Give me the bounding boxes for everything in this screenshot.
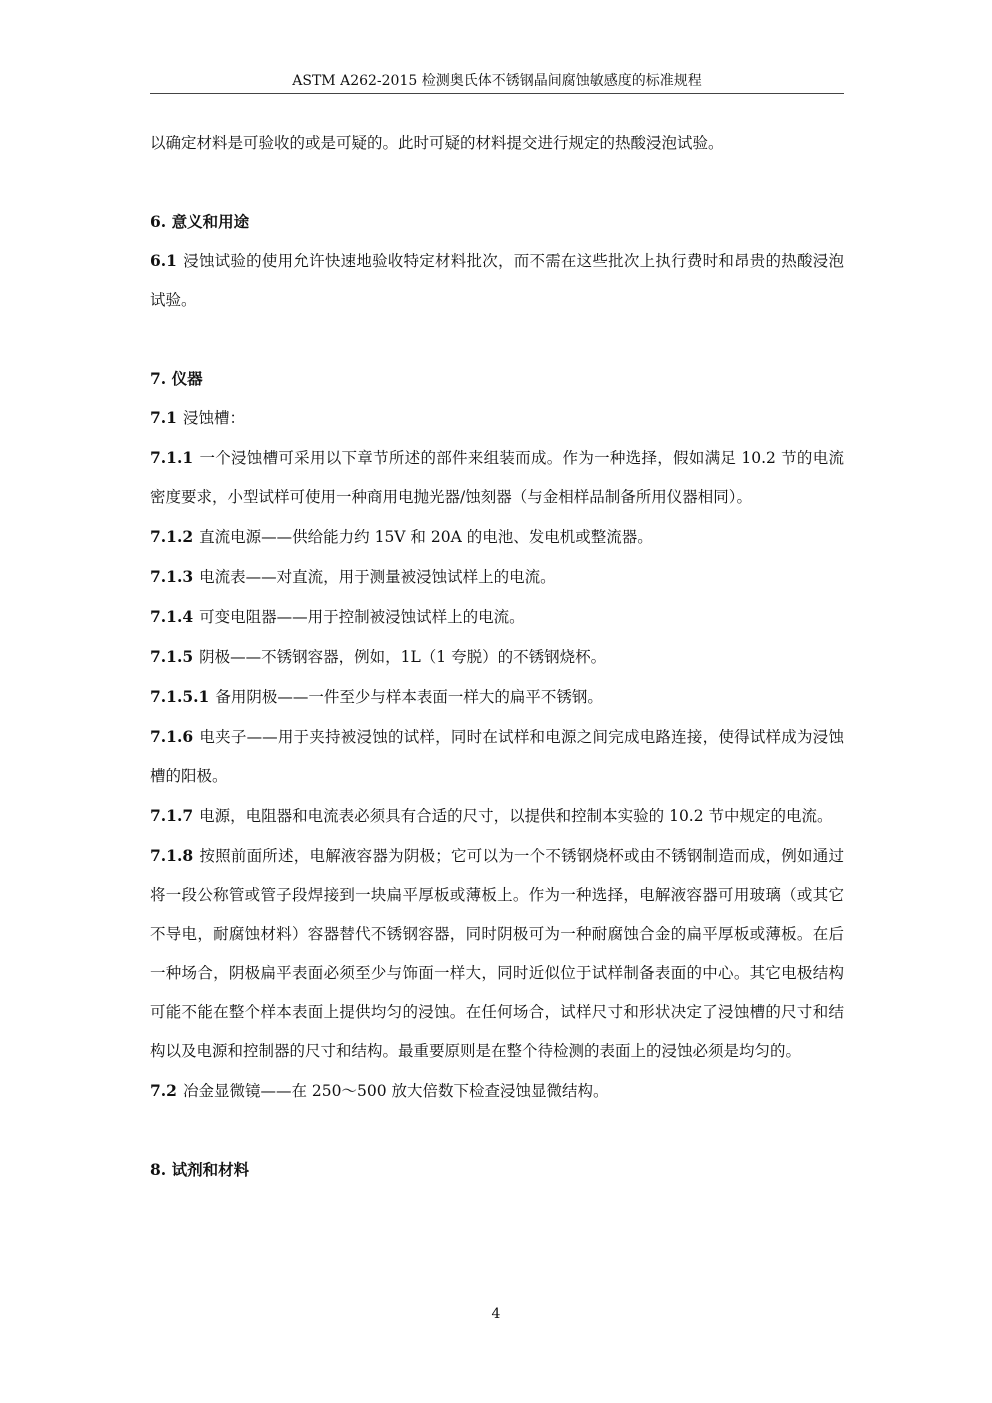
paragraph-text: 浸蚀槽： [182, 409, 245, 427]
header-divider [150, 93, 844, 94]
running-header: ASTM A262-2015 检测奥氏体不锈钢晶间腐蚀敏感度的标准规程 [292, 73, 702, 89]
paragraph-text: 备用阴极——一件至少与样本表面一样大的扁平不锈钢。 [215, 688, 603, 706]
section-heading-8: 8. 试剂和材料 [150, 1160, 250, 1179]
paragraph-7-1-7 [150, 796, 844, 836]
paragraph-7-1-2 [150, 517, 844, 557]
paragraph-7-1-8 [150, 836, 844, 1071]
paragraph-text: 电夹子——用于夹持被浸蚀的试样，同时在试样和电源之间完成电路连接，使得试样成为浸蚀槽的阳极。 [150, 728, 844, 785]
paragraph-text: 冶金显微镜——在 250～500 放大倍数下检查浸蚀显微结构。 [182, 1082, 609, 1100]
page-number: 4 [491, 1306, 501, 1322]
clause-number: 7.1.4 [150, 607, 194, 626]
clause-number: 7.1.1 [150, 448, 194, 467]
paragraph-7-1-5 [150, 637, 844, 677]
paragraph-7-1 [150, 398, 844, 438]
paragraph-text: 浸蚀试验的使用允许快速地验收特定材料批次，而不需在这些批次上执行费时和昂贵的热酸浸泡试验。 [150, 252, 844, 309]
paragraph-text: 电流表——对直流，用于测量被浸蚀试样上的电流。 [199, 568, 556, 586]
clause-number: 7.1.6 [150, 727, 194, 746]
paragraph-text: 按照前面所述，电解液容器为阴极；它可以为一个不锈钢烧杯或由不锈钢制造而成，例如通过将一段公称管或管子段焊接到一块扁平厚板或薄板上。作为一种选择，电解液容器可用玻璃（或其它不导电，耐腐蚀材料）容器替代不锈钢容器，同时阴极可为一种耐腐蚀合金的扁平厚板或薄板。在后一种场合，阴极扁平表面必须至少与饰面一样大，同时近似位于试样制备表面的中心。其它电极结构可能不能在整个样本表面上提供均匀的浸蚀。在任何场合，试样尺寸和形状决定了浸蚀槽的尺寸和结构以及电源和控制器的尺寸和结构。最重要原则是在整个待检测的表面上的浸蚀必须是均匀的。 [150, 847, 844, 1060]
paragraph-7-1-5-1 [150, 677, 844, 717]
section-heading-7: 7. 仪器 [150, 369, 203, 388]
paragraph-7-1-4 [150, 597, 844, 637]
clause-number: 6.1 [150, 251, 177, 270]
clause-number: 7.1.2 [150, 527, 194, 546]
clause-number: 7.2 [150, 1081, 177, 1100]
paragraph-text: 可变电阻器——用于控制被浸蚀试样上的电流。 [199, 608, 525, 626]
paragraph-7-2 [150, 1071, 844, 1111]
paragraph-6-1 [150, 241, 844, 320]
paragraph-text: 阴极——不锈钢容器，例如，1L（1 夸脱）的不锈钢烧杯。 [199, 648, 607, 666]
clause-number: 7.1.8 [150, 846, 194, 865]
document-body [150, 124, 844, 1189]
section-heading-6: 6. 意义和用途 [150, 212, 250, 231]
paragraph-text: 直流电源——供给能力约 15V 和 20A 的电池、发电机或整流器。 [199, 528, 653, 546]
paragraph-7-1-1 [150, 438, 844, 517]
paragraph-7-1-3 [150, 557, 844, 597]
paragraph-text: 电源，电阻器和电流表必须具有合适的尺寸，以提供和控制本实验的 10.2 节中规定的电流。 [199, 807, 833, 825]
clause-number: 7.1.5.1 [150, 687, 210, 706]
clause-number: 7.1.5 [150, 647, 194, 666]
clause-number: 7.1.3 [150, 567, 194, 586]
clause-number: 7.1 [150, 408, 177, 427]
paragraph-7-1-6 [150, 717, 844, 796]
paragraph-text: 一个浸蚀槽可采用以下章节所述的部件来组装而成。作为一种选择，假如满足 10.2 节的电流密度要求，小型试样可使用一种商用电抛光器/蚀刻器（与金相样品制备所用仪器相同）。 [150, 449, 844, 506]
clause-number: 7.1.7 [150, 806, 194, 825]
paragraph-text: 以确定材料是可验收的或是可疑的。此时可疑的材料提交进行规定的热酸浸泡试验。 [150, 134, 724, 152]
paragraph-continuation [150, 124, 844, 163]
